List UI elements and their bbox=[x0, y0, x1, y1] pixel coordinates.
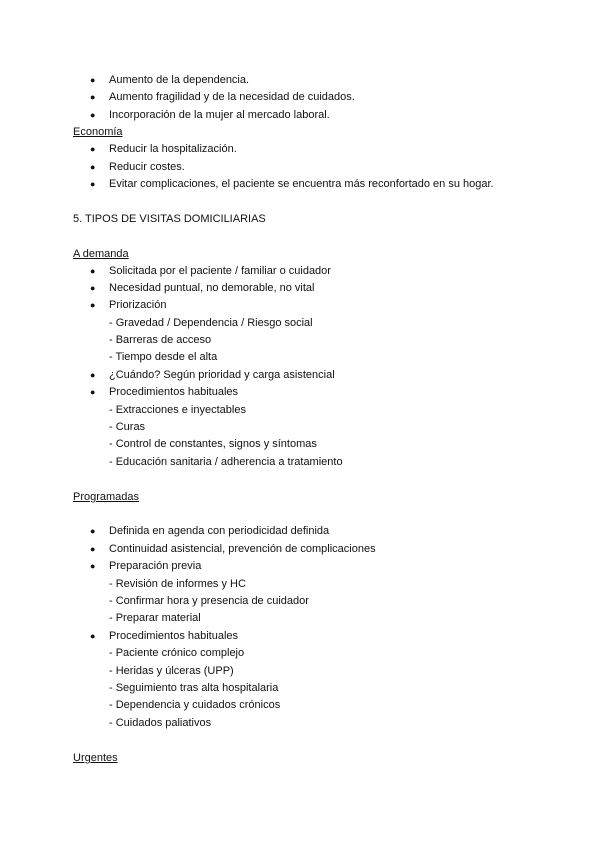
bullet-icon: ● bbox=[90, 300, 96, 310]
list-item-text: Evitar complicaciones, el paciente se encuentra más reconfortado en su hogar. bbox=[109, 178, 494, 190]
sub-item: - Heridas y úlceras (UPP) bbox=[109, 665, 234, 677]
economia-heading: Economía bbox=[73, 126, 123, 138]
bullet-icon: ● bbox=[90, 631, 96, 641]
sub-item: - Confirmar hora y presencia de cuidador bbox=[109, 595, 309, 607]
list-item-text: Reducir la hospitalización. bbox=[109, 143, 237, 155]
bullet-icon: ● bbox=[90, 266, 96, 276]
sub-item: - Gravedad / Dependencia / Riesgo social bbox=[109, 317, 313, 329]
list-item-text: Continuidad asistencial, prevención de complicaciones bbox=[109, 543, 376, 555]
list-item-text: Priorización bbox=[109, 299, 167, 311]
sub-item: - Tiempo desde el alta bbox=[109, 351, 218, 363]
sub-item: - Dependencia y cuidados crónicos bbox=[109, 699, 281, 711]
list-item-text: Necesidad puntual, no demorable, no vital bbox=[109, 282, 315, 294]
sub-item: - Educación sanitaria / adherencia a tratamiento bbox=[109, 456, 343, 468]
sub-item: - Cuidados paliativos bbox=[109, 717, 212, 729]
sub-item: - Barreras de acceso bbox=[109, 334, 212, 346]
bullet-icon: ● bbox=[90, 526, 96, 536]
list-item-text: Reducir costes. bbox=[109, 161, 185, 173]
list-item-text: Solicitada por el paciente / familiar o cuidador bbox=[109, 265, 331, 277]
list-item-text: Procedimientos habituales bbox=[109, 386, 239, 398]
bullet-icon: ● bbox=[90, 110, 96, 120]
bullet-icon: ● bbox=[90, 370, 96, 380]
programadas-heading: Programadas bbox=[73, 491, 140, 503]
bullet-icon: ● bbox=[90, 144, 96, 154]
sub-item: - Curas bbox=[109, 421, 146, 433]
list-item-text: Aumento fragilidad y de la necesidad de cuidados. bbox=[109, 91, 355, 103]
bullet-icon: ● bbox=[90, 283, 96, 293]
sub-item: - Revisión de informes y HC bbox=[109, 578, 246, 590]
sub-item: - Extracciones e inyectables bbox=[109, 404, 246, 416]
list-item-text: Incorporación de la mujer al mercado laboral. bbox=[109, 109, 330, 121]
sub-item: - Paciente crónico complejo bbox=[109, 647, 245, 659]
sub-item: - Control de constantes, signos y síntomas bbox=[109, 438, 317, 450]
list-item-text: Aumento de la dependencia. bbox=[109, 74, 250, 86]
bullet-icon: ● bbox=[90, 92, 96, 102]
bullet-icon: ● bbox=[90, 561, 96, 571]
bullet-icon: ● bbox=[90, 387, 96, 397]
urgentes-heading: Urgentes bbox=[73, 752, 118, 764]
list-item-text: Procedimientos habituales bbox=[109, 630, 239, 642]
bullet-icon: ● bbox=[90, 75, 96, 85]
a-demanda-heading: A demanda bbox=[73, 248, 129, 260]
bullet-icon: ● bbox=[90, 179, 96, 189]
list-item-text: ¿Cuándo? Según prioridad y carga asistencial bbox=[109, 369, 335, 381]
list-item-text: Definida en agenda con periodicidad definida bbox=[109, 525, 330, 537]
bullet-icon: ● bbox=[90, 544, 96, 554]
list-item-text: Preparación previa bbox=[109, 560, 202, 572]
sub-item: - Preparar material bbox=[109, 612, 201, 624]
sub-item: - Seguimiento tras alta hospitalaria bbox=[109, 682, 279, 694]
bullet-icon: ● bbox=[90, 162, 96, 172]
section-title: 5. TIPOS DE VISITAS DOMICILIARIAS bbox=[73, 213, 266, 225]
